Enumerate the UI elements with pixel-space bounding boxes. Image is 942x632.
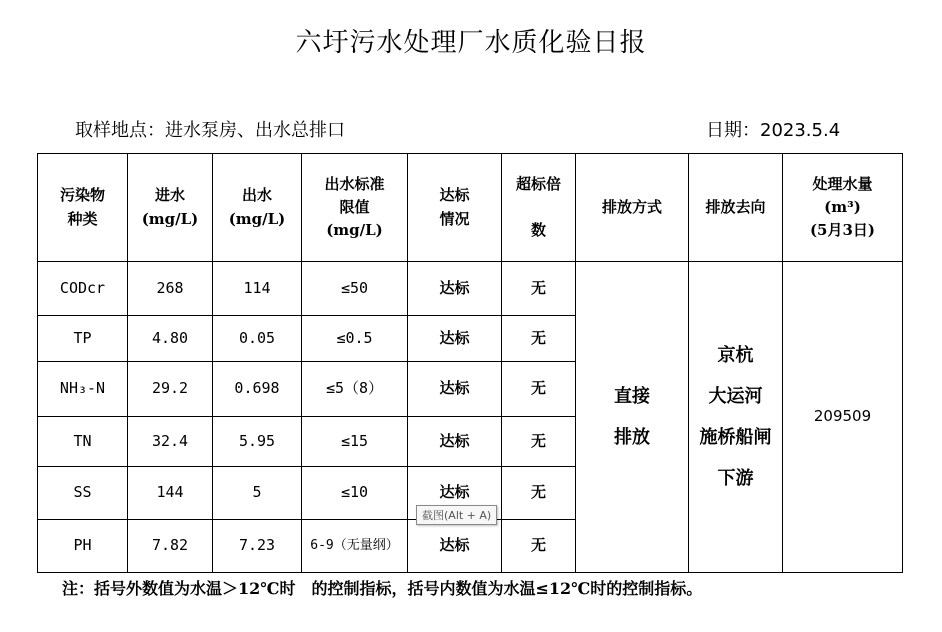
compliance-value: 达标	[408, 467, 502, 520]
inflow-value: 268	[128, 262, 213, 316]
exceed-value: 无	[502, 417, 576, 467]
outflow-value: 114	[213, 262, 302, 316]
header-exceed: 超标倍 数	[502, 154, 576, 262]
outflow-value: 0.698	[213, 362, 302, 417]
table-row	[38, 262, 903, 316]
inflow-value: 7.82	[128, 520, 213, 573]
header-limit: 出水标准 限值 (mg/L)	[302, 154, 408, 262]
compliance-value: 达标	[408, 520, 502, 573]
header-pollutant: 污染物 种类	[38, 154, 128, 262]
compliance-value: 达标	[408, 362, 502, 417]
exceed-value: 无	[502, 316, 576, 362]
report-title: 六圩污水处理厂水质化验日报	[295, 28, 647, 58]
limit-value: ≤50	[302, 262, 408, 316]
sampling-location: 取样地点：进水泵房、出水总排口	[75, 120, 345, 141]
inflow-value: 29.2	[128, 362, 213, 417]
exceed-value: 无	[502, 262, 576, 316]
header-inflow: 进水 (mg/L)	[128, 154, 213, 262]
inflow-value: 144	[128, 467, 213, 520]
outflow-value: 0.05	[213, 316, 302, 362]
exceed-value: 无	[502, 362, 576, 417]
header-volume: 处理水量 (m³) (5月3日)	[783, 154, 903, 262]
limit-value: ≤15	[302, 417, 408, 467]
pollutant-name: PH	[38, 520, 128, 573]
outflow-value: 7.23	[213, 520, 302, 573]
header-row	[38, 154, 903, 262]
compliance-value: 达标	[408, 262, 502, 316]
exceed-value: 无	[502, 520, 576, 573]
limit-value: 6-9（无量纲）	[302, 520, 408, 573]
inflow-value: 32.4	[128, 417, 213, 467]
screenshot-tooltip: 截图(Alt + A)	[416, 505, 497, 525]
header-discharge-method: 排放方式	[576, 154, 689, 262]
pollutant-name: NH₃-N	[38, 362, 128, 417]
header-outflow: 出水 (mg/L)	[213, 154, 302, 262]
discharge-dest-cell: 京杭 大运河 施桥船闸 下游	[689, 262, 783, 573]
report-date: 日期：2023.5.4	[706, 120, 841, 141]
limit-value: ≤5（8）	[302, 362, 408, 417]
header-compliance: 达标 情况	[408, 154, 502, 262]
pollutant-name: TN	[38, 417, 128, 467]
pollutant-name: CODcr	[38, 262, 128, 316]
pollutant-name: TP	[38, 316, 128, 362]
footnote: 注：括号外数值为水温＞12℃时 的控制指标，括号内数值为水温≤12℃时的控制指标。	[62, 579, 703, 598]
compliance-value: 达标	[408, 417, 502, 467]
pollutant-name: SS	[38, 467, 128, 520]
compliance-value: 达标	[408, 316, 502, 362]
treated-volume: 209509	[783, 262, 903, 573]
inflow-value: 4.80	[128, 316, 213, 362]
exceed-value: 无	[502, 467, 576, 520]
header-discharge-dest: 排放去向	[689, 154, 783, 262]
limit-value: ≤0.5	[302, 316, 408, 362]
outflow-value: 5	[213, 467, 302, 520]
discharge-method-cell: 直接 排放	[576, 262, 689, 573]
limit-value: ≤10	[302, 467, 408, 520]
outflow-value: 5.95	[213, 417, 302, 467]
